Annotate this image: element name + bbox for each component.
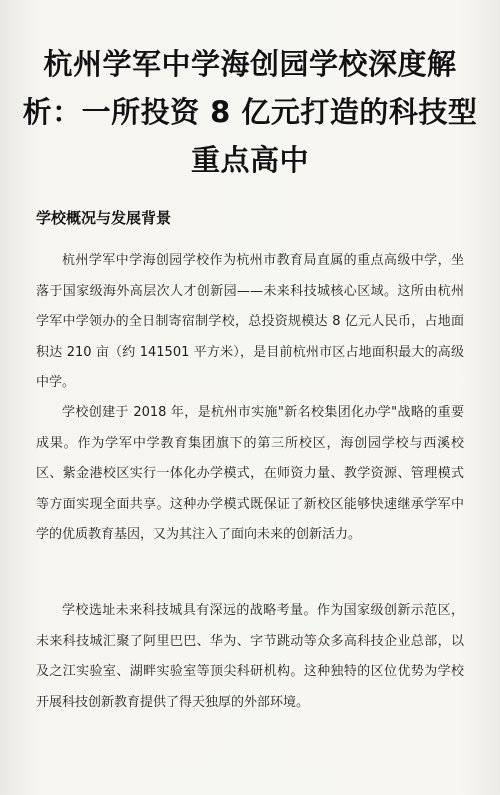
paragraph: 学校创建于 2018 年，是杭州市实施"新名校集团化办学"战略的重要成果。作为学军中学教育集团旗下的第三所校区，海创园学校与西溪校区、紫金港校区实行一体化办学模式，在师资力量、教学资源、管理模式等方面实现全面共享。这种办学模式既保证了新校区能够快速继承学军中学的优质教育基因，又为其注入了面向未来的创新活力。	[36, 405, 464, 542]
section-heading: 学校概况与发展背景	[36, 209, 172, 227]
paragraph: 杭州学军中学海创园学校作为杭州市教育局直属的重点高级中学，坐落于国家级海外高层次人才创新园——未来科技城核心区域。这所由杭州学军中学领办的全日制寄宿制学校，总投资规模达 8 亿元人民币，占地面积达 210 亩（约 141501 平方米），是目前杭州市区占地面积最大的高级中学。	[36, 253, 464, 390]
article-title: 杭州学军中学海创园学校深度解析：一所投资 8 亿元打造的科技型重点高中	[22, 47, 478, 177]
paragraph: 学校选址未来科技城具有深远的战略考量。作为国家级创新示范区，未来科技城汇聚了阿里巴巴、华为、字节跳动等众多高科技企业总部，以及之江实验室、湖畔实验室等顶尖科研机构。这种独特的区位优势为学校开展科技创新教育提供了得天独厚的外部环境。	[36, 603, 464, 710]
